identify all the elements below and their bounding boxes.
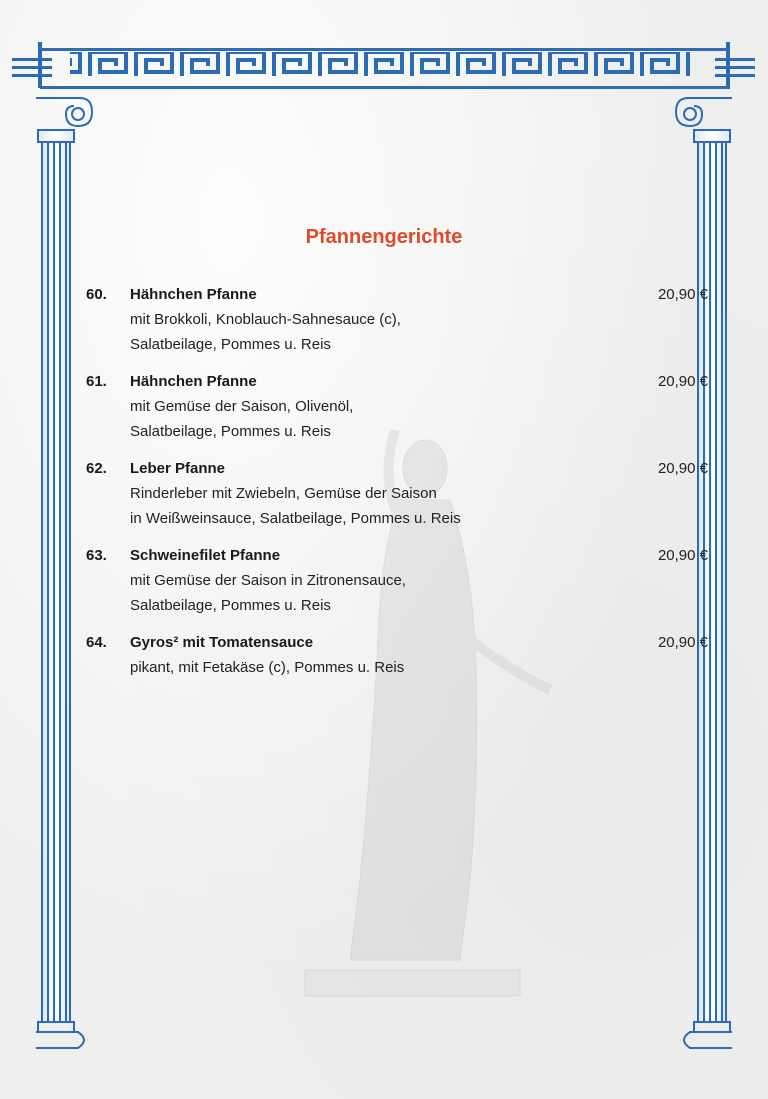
item-number: 61. bbox=[86, 373, 107, 390]
item-description: Salatbeilage, Pommes u. Reis bbox=[130, 423, 331, 440]
item-price: 20,90 € bbox=[657, 373, 708, 390]
item-number: 62. bbox=[86, 460, 107, 477]
item-name: Gyros² mit Tomatensauce bbox=[130, 634, 314, 651]
item-name: Hähnchen Pfanne bbox=[130, 286, 257, 303]
menu-item bbox=[86, 283, 708, 357]
menu-list bbox=[86, 283, 708, 693]
menu-item bbox=[86, 457, 708, 531]
item-number: 63. bbox=[86, 547, 107, 564]
item-price: 20,90 € bbox=[657, 286, 708, 303]
item-name: Schweinefilet Pfanne bbox=[130, 547, 281, 564]
item-price: 20,90 € bbox=[657, 460, 708, 477]
item-number: 64. bbox=[86, 634, 107, 651]
item-description: pikant, mit Fetakäse (c), Pommes u. Reis bbox=[130, 659, 405, 676]
item-description: Salatbeilage, Pommes u. Reis bbox=[130, 597, 331, 614]
item-description: mit Brokkoli, Knoblauch-Sahnesauce (c), bbox=[130, 311, 401, 328]
menu-item bbox=[86, 370, 708, 444]
item-price: 20,90 € bbox=[657, 547, 708, 564]
item-price: 20,90 € bbox=[657, 634, 708, 651]
item-name: Leber Pfanne bbox=[130, 460, 226, 477]
item-description: mit Gemüse der Saison, Olivenöl, bbox=[130, 398, 354, 415]
menu-item bbox=[86, 544, 708, 618]
item-number: 60. bbox=[86, 286, 107, 303]
item-description: Rinderleber mit Zwiebeln, Gemüse der Saison bbox=[130, 485, 437, 502]
item-description: mit Gemüse der Saison in Zitronensauce, bbox=[130, 572, 406, 589]
item-description: Salatbeilage, Pommes u. Reis bbox=[130, 336, 331, 353]
menu-item bbox=[86, 631, 708, 680]
item-description: in Weißweinsauce, Salatbeilage, Pommes u. Reis bbox=[130, 510, 461, 527]
page-title: Pfannengerichte bbox=[305, 226, 463, 248]
item-name: Hähnchen Pfanne bbox=[130, 373, 257, 390]
